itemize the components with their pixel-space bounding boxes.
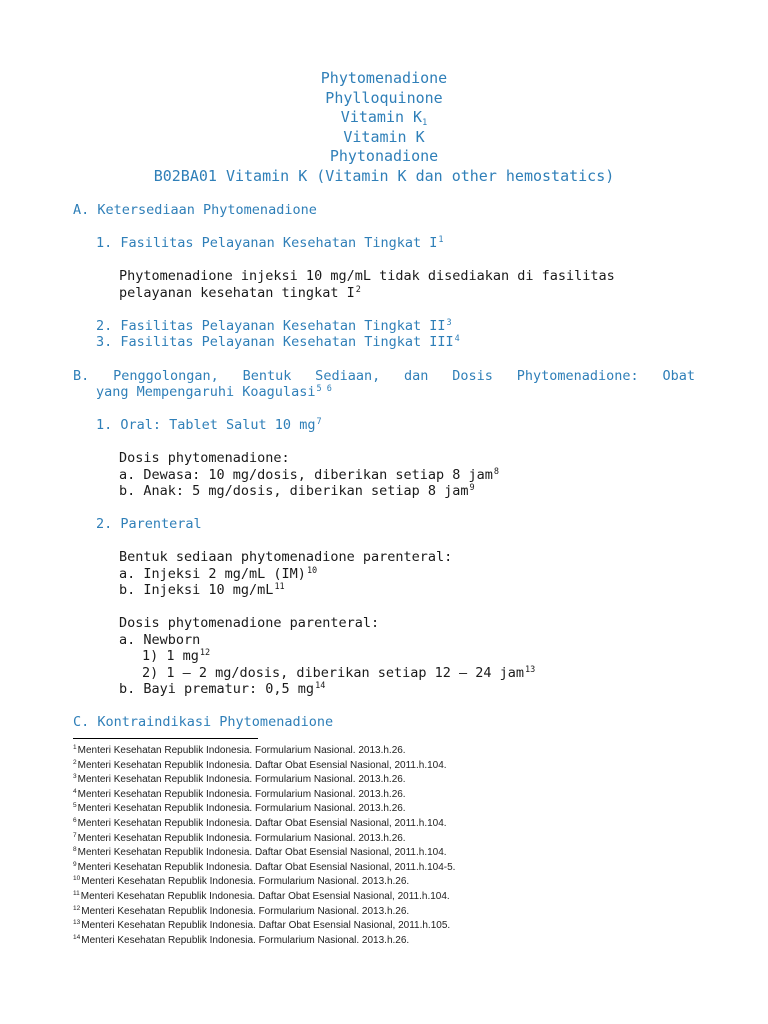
title-line-2: Phylloquinone [325,88,443,107]
footnote-number: 11 [73,889,80,897]
parenteral-dose-premature [119,681,325,698]
body-text: 2) 1 – 2 mg/dosis, diberikan setiap 12 – 24 jam [142,665,525,681]
footnote-ref: 4 [454,334,460,344]
footnote-number: 4 [73,787,77,795]
section-b-oral-heading [96,417,322,434]
footnote-item [73,905,455,920]
title-line-4: Vitamin K [343,127,425,146]
footnote-number: 12 [73,904,81,912]
footnote-text: Menteri Kesehatan Republik Indonesia. Formularium Nasional. 2013.h.26. [77,774,406,786]
parenteral-dose-newborn-1 [142,648,210,665]
footnote-text: Menteri Kesehatan Republik Indonesia. Daftar Obat Esensial Nasional, 2011.h.104. [77,847,447,859]
oral-dose-heading: Dosis phytomenadione: [119,450,290,466]
footnote-number: 14 [73,933,81,941]
footnote-text: Menteri Kesehatan Republik Indonesia. Daftar Obat Esensial Nasional, 2011.h.104. [77,759,447,771]
parenteral-form-heading: Bentuk sediaan phytomenadione parenteral: [119,549,453,565]
title-line-3-subscript: 1 [422,118,428,128]
parenteral-dose-newborn-2 [142,665,535,682]
footnote-item [73,773,455,788]
body-text: b. Anak: 5 mg/dosis, diberikan setiap 8 jam [119,483,469,499]
section-a-item-1-label: 1. Fasilitas Pelayanan Kesehatan Tingkat I [96,235,438,251]
section-a-item-1 [96,235,444,252]
title-line-3-text: Vitamin K [340,108,423,126]
section-a-item-3-label: 3. Fasilitas Pelayanan Kesehatan Tingkat III [96,334,454,350]
title-line-3 [0,108,768,128]
footnote-number: 8 [73,846,77,854]
footnote-number: 9 [73,860,77,868]
footnote-number: 5 [73,802,77,810]
footnote-ref: 10 [306,566,318,576]
section-b-heading-text: yang Mempengaruhi Koagulasi [96,384,316,400]
footnote-text: Menteri Kesehatan Republik Indonesia. Formularium Nasional. 2013.h.26. [77,745,406,756]
section-a-item-2 [96,318,452,335]
body-text: a. Dewasa: 10 mg/dosis, diberikan setiap 8 jam [119,467,493,483]
footnote-item [73,817,455,832]
footnote-number: 7 [73,831,77,839]
footnote-text: Menteri Kesehatan Republik Indonesia. Daftar Obat Esensial Nasional, 2011.h.105. [81,920,451,932]
footnote-item [73,759,455,774]
footnote-ref: 8 [493,467,499,477]
body-text: a. Injeksi 2 mg/mL (IM) [119,566,306,582]
footnote-ref: 13 [525,665,536,675]
footnote-text: Menteri Kesehatan Republik Indonesia. Formularium Nasional. 2013.h.26. [81,905,410,917]
oral-dose-adult [119,467,499,484]
section-c-heading: C. Kontraindikasi Phytomenadione [73,714,334,730]
body-text: b. Bayi prematur: 0,5 mg [119,681,315,697]
oral-label: 1. Oral: Tablet Salut 10 mg [96,417,316,433]
footnote-ref: 2 [355,285,361,295]
footnote-ref: 3 [446,318,452,328]
title-line-1: Phytomenadione [320,69,448,87]
footnote-text: Menteri Kesehatan Republik Indonesia. Formularium Nasional. 2013.h.26. [81,876,410,888]
footnote-number: 2 [73,758,77,766]
footnote-text: Menteri Kesehatan Republik Indonesia. Daftar Obat Esensial Nasional, 2011.h.104. [77,817,447,829]
footnote-text: Menteri Kesehatan Republik Indonesia. Daftar Obat Esensial Nasional, 2011.h.104-5. [77,861,456,873]
footnote-ref: 14 [315,681,326,691]
footnote-number: 1 [73,744,77,751]
parenteral-dose-newborn: a. Newborn [119,632,201,648]
footnote-number: 3 [73,773,77,781]
body-text: pelayanan kesehatan tingkat I [119,285,355,301]
footnote-item [73,802,455,817]
footnote-divider [73,738,258,739]
section-a-item-1-body-line-1: Phytomenadione injeksi 10 mg/mL tidak disediakan di fasilitas [119,268,615,284]
footnote-item [73,919,455,934]
footnote-item [73,890,455,905]
section-a-item-1-body-line-2 [119,285,361,302]
oral-dose-child [119,483,475,500]
footnote-item [73,744,455,759]
footnote-text: Menteri Kesehatan Republik Indonesia. Formularium Nasional. 2013.h.26. [81,934,410,946]
footnote-text: Menteri Kesehatan Republik Indonesia. Daftar Obat Esensial Nasional, 2011.h.104. [80,890,450,902]
parenteral-dose-heading: Dosis phytomenadione parenteral: [119,615,380,631]
section-b-parenteral-heading: 2. Parenteral [96,516,202,532]
footnote-text: Menteri Kesehatan Republik Indonesia. Formularium Nasional. 2013.h.26. [77,832,406,844]
footnote-ref: 12 [199,648,211,658]
section-a-heading: A. Ketersediaan Phytomenadione [73,202,317,218]
footnote-number: 13 [73,919,81,927]
section-b-heading-line-1: B. Penggolongan, Bentuk Sediaan, dan Dosis Phytomenadione: Obat [73,368,695,384]
footnote-ref: 11 [274,582,285,592]
footnote-item [73,875,455,890]
footnote-text: Menteri Kesehatan Republik Indonesia. Formularium Nasional. 2013.h.26. [77,803,406,815]
title-block [0,69,768,186]
footnote-number: 10 [73,875,81,883]
footnote-ref: 1 [438,235,444,245]
footnote-text: Menteri Kesehatan Republik Indonesia. Formularium Nasional. 2013.h.26. [77,788,406,800]
footnote-item [73,832,455,847]
footnote-item [73,788,455,803]
title-line-5: Phytonadione [329,147,439,165]
section-a-item-2-label: 2. Fasilitas Pelayanan Kesehatan Tingkat II [96,318,446,334]
footnote-ref: 7 [316,417,322,427]
section-b-heading-line-2 [96,384,332,401]
parenteral-form-a [119,566,317,583]
footnotes [73,744,455,948]
title-line-6: B02BA01 Vitamin K (Vitamin K dan other hemostatics) [153,166,615,185]
footnote-ref: 9 [469,483,475,493]
footnote-item [73,861,455,876]
section-a-item-3 [96,334,460,351]
parenteral-form-b [119,582,285,599]
body-text: b. Injeksi 10 mg/mL [119,582,274,598]
body-text: 1) 1 mg [142,648,199,664]
footnote-item [73,934,455,949]
footnote-item [73,846,455,861]
footnote-ref: 5 6 [316,384,332,394]
footnote-number: 6 [73,816,77,824]
